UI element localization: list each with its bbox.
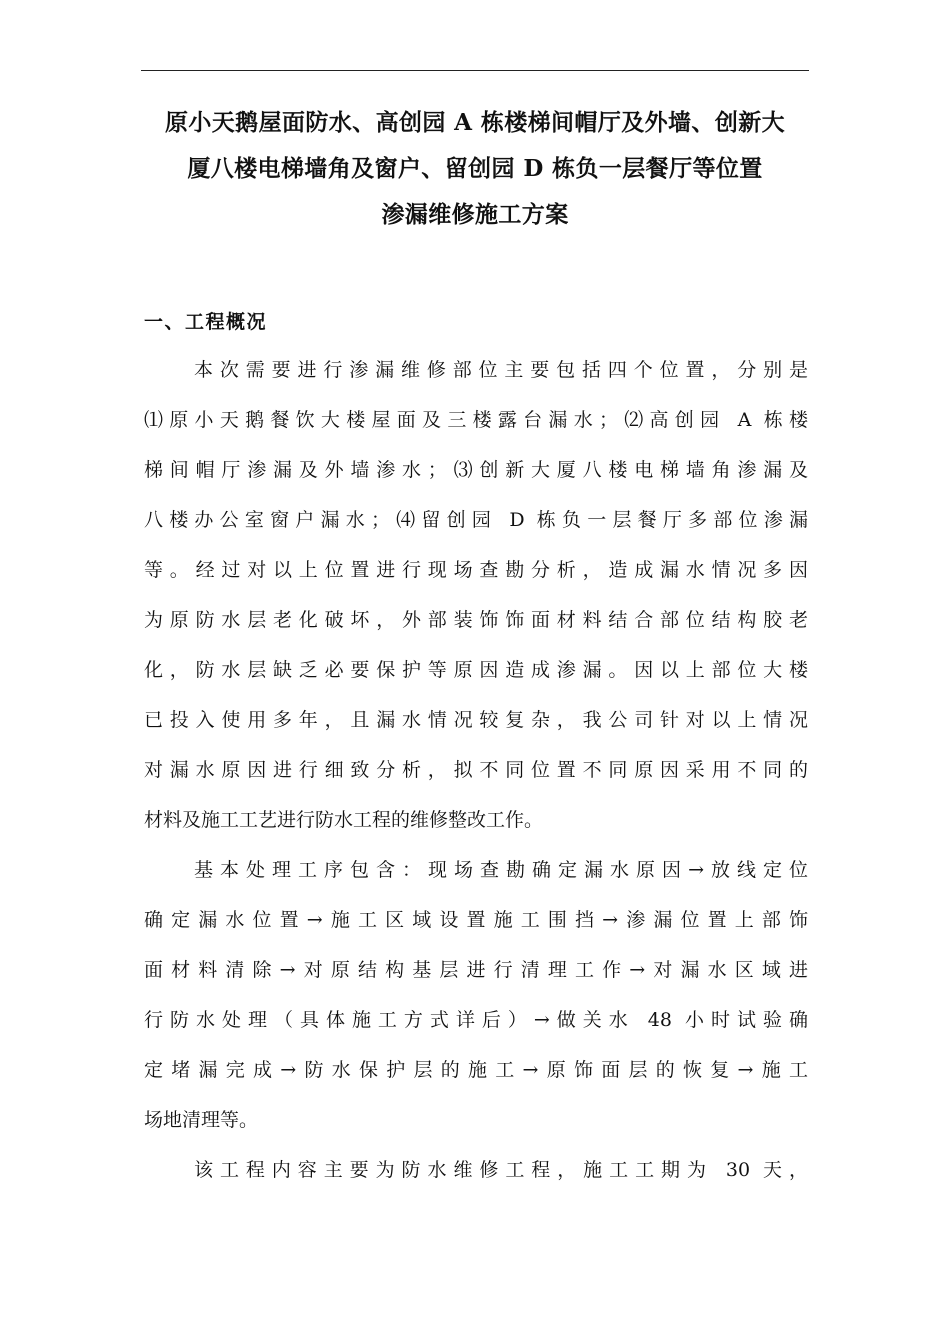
text-line: 为原防水层老化破坏，外部装饰饰面材料结合部位结构胶老 (144, 609, 808, 631)
text-line: 八楼办公室窗户漏水；⑷留创园 D 栋负一层餐厅多部位渗漏 (144, 509, 808, 531)
title-line: 厦八楼电梯墙角及窗户、留创园 D 栋负一层餐厅等位置 (187, 155, 763, 182)
paragraph-basic-procedure (144, 845, 808, 1145)
text-line: 基本处理工序包含：现场查勘确定漏水原因→放线定位 (194, 859, 808, 881)
paragraph-project-overview (144, 345, 808, 845)
text-line: 化，防水层缺乏必要保护等原因造成渗漏。因以上部位大楼 (144, 659, 808, 681)
text-line: 梯间帽厅渗漏及外墙渗水；⑶创新大厦八楼电梯墙角渗漏及 (144, 459, 808, 481)
title-line: 渗漏维修施工方案 (381, 201, 569, 228)
text-line: 该工程内容主要为防水维修工程，施工工期为 30 天， (194, 1159, 808, 1181)
text-line: 本次需要进行渗漏维修部位主要包括四个位置，分别是 (194, 359, 808, 381)
header-rule (141, 70, 809, 71)
paragraph-schedule (144, 1145, 808, 1195)
text-line: 等。经过对以上位置进行现场查勘分析，造成漏水情况多因 (144, 559, 808, 581)
text-line: 对漏水原因进行细致分析，拟不同位置不同原因采用不同的 (144, 759, 808, 781)
text-line: 材料及施工工艺进行防水工程的维修整改工作。 (144, 809, 544, 831)
document-title (141, 100, 809, 238)
text-line: 定堵漏完成→防水保护层的施工→原饰面层的恢复→施工 (144, 1059, 808, 1081)
text-line: 行防水处理（具体施工方式详后）→做关水 48 小时试验确 (144, 1009, 808, 1031)
text-line: 已投入使用多年，且漏水情况较复杂，我公司针对以上情况 (144, 709, 808, 731)
text-line: 面材料清除→对原结构基层进行清理工作→对漏水区域进 (144, 959, 808, 981)
text-line: 确定漏水位置→施工区域设置施工围挡→渗漏位置上部饰 (144, 909, 808, 931)
text-line: ⑴原小天鹅餐饮大楼屋面及三楼露台漏水；⑵高创园 A 栋楼 (144, 409, 808, 431)
text-line: 场地清理等。 (144, 1109, 259, 1131)
title-line: 原小天鹅屋面防水、高创园 A 栋楼梯间帽厅及外墙、创新大 (164, 109, 786, 136)
section-heading: 一、工程概况 (144, 311, 268, 333)
